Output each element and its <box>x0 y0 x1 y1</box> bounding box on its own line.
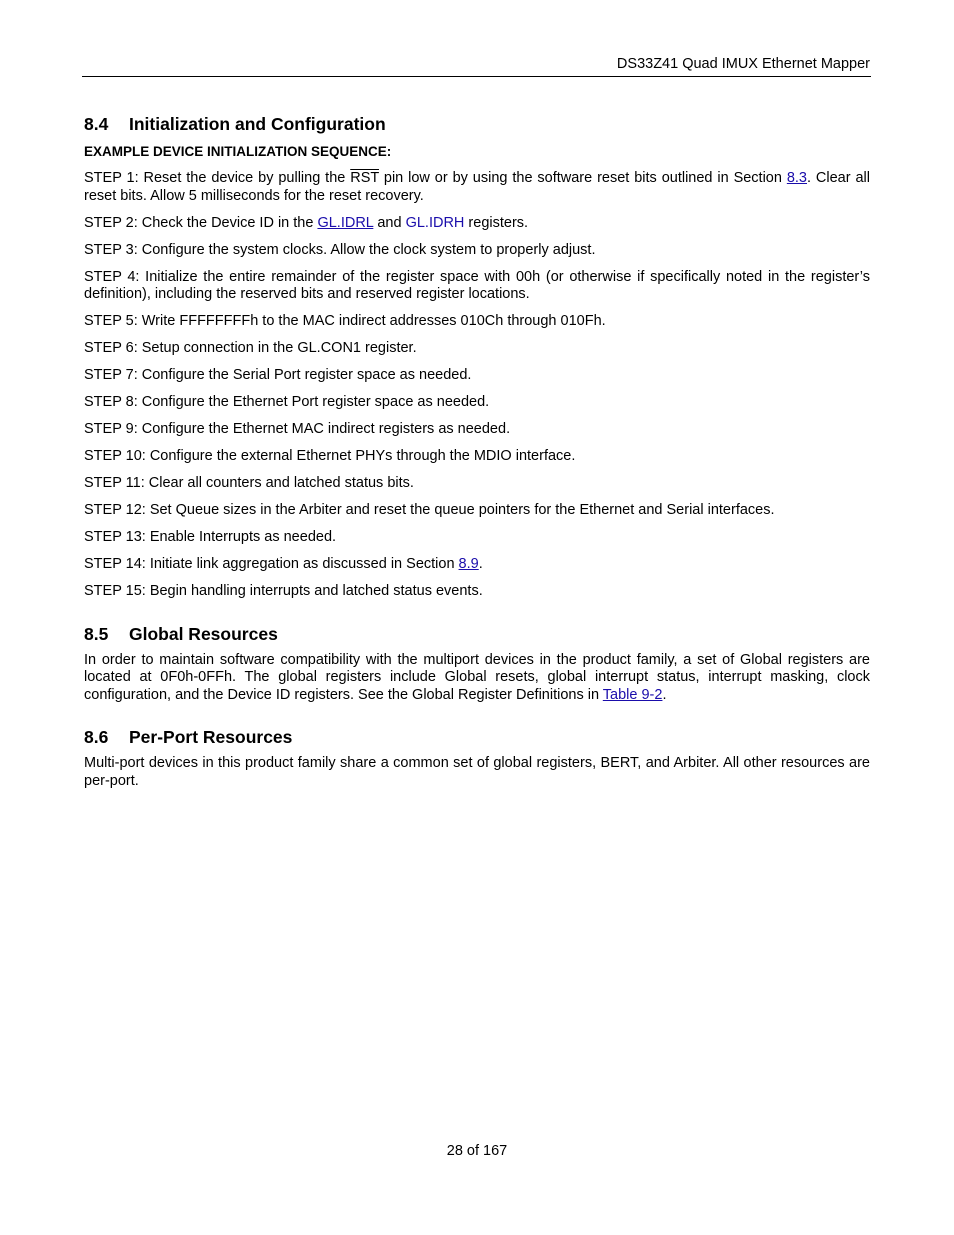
step-6: STEP 6: Setup connection in the GL.CON1 register. <box>84 340 417 356</box>
section-title: Global Resources <box>129 623 278 644</box>
init-sequence-subheading: EXAMPLE DEVICE INITIALIZATION SEQUENCE: <box>84 144 392 159</box>
link-gl-idrl[interactable]: GL.IDRL <box>317 214 374 231</box>
step-14: STEP 14: Initiate link aggregation as discussed in Section 8.9. <box>84 556 483 572</box>
per-port-resources-paragraph: Multi-port devices in this product family share a common set of global registers, BERT, and Arbiter. All other resources are per-port. <box>84 755 870 789</box>
section-8-4-heading <box>84 113 870 135</box>
step-11: STEP 11: Clear all counters and latched status bits. <box>84 475 414 491</box>
step-13: STEP 13: Enable Interrupts as needed. <box>84 529 337 545</box>
document-title: DS33Z41 Quad IMUX Ethernet Mapper <box>616 56 870 72</box>
section-title: Initialization and Configuration <box>129 114 386 134</box>
section-8-6-heading <box>84 726 870 748</box>
section-number: 8.6 <box>84 727 109 747</box>
section-8-5-heading <box>84 623 870 645</box>
step-10: STEP 10: Configure the external Ethernet PHYs through the MDIO interface. <box>84 448 576 464</box>
link-gl-idrh[interactable]: GL.IDRH <box>405 214 465 231</box>
section-number: 8.5 <box>84 623 109 644</box>
page-header <box>82 56 871 77</box>
section-title: Per-Port Resources <box>129 727 293 747</box>
step-8: STEP 8: Configure the Ethernet Port register space as needed. <box>84 394 490 410</box>
link-table-9-2[interactable]: Table 9-2 <box>602 686 663 703</box>
link-section-8-9[interactable]: 8.9 <box>458 556 479 572</box>
global-resources-paragraph: In order to maintain software compatibility with the multiport devices in the product family, a set of Global registers are located at 0F0h-0FFh. The global registers include Global resets, global interrupt status, interrupt masking, clock configuration, and the Device ID registers. See the Global Register Definitions in Table 9-2. <box>84 651 870 703</box>
step-5: STEP 5: Write FFFFFFFFh to the MAC indirect addresses 010Ch through 010Fh. <box>84 313 606 329</box>
step-15: STEP 15: Begin handling interrupts and latched status events. <box>84 583 483 599</box>
step-1: STEP 1: Reset the device by pulling the $\overline{RST}$ pin low or by using the software reset bits outlined in Section 8.3. Clear all reset bits. Allow 5 milliseconds for the reset recovery. <box>84 170 870 204</box>
step-12: STEP 12: Set Queue sizes in the Arbiter and reset the queue pointers for the Ethernet and Serial interfaces. <box>84 502 775 518</box>
section-number: 8.4 <box>84 114 109 134</box>
page-content <box>84 113 870 790</box>
step-4: STEP 4: Initialize the entire remainder of the register space with 00h (or otherwise if specifically noted in the register’s definition), including the reserved bits and reserved register locations. <box>84 268 870 302</box>
page-number: 28 of 167 <box>446 1143 508 1159</box>
rst-signal: $\overline{RST}$ <box>350 170 379 186</box>
step-2: STEP 2: Check the Device ID in the GL.IDRL and GL.IDRH registers. <box>84 214 529 231</box>
link-section-8-3[interactable]: 8.3 <box>786 170 807 186</box>
step-9: STEP 9: Configure the Ethernet MAC indirect registers as needed. <box>84 421 511 437</box>
step-3: STEP 3: Configure the system clocks. Allow the clock system to properly adjust. <box>84 241 596 258</box>
step-7: STEP 7: Configure the Serial Port register space as needed. <box>84 367 472 383</box>
